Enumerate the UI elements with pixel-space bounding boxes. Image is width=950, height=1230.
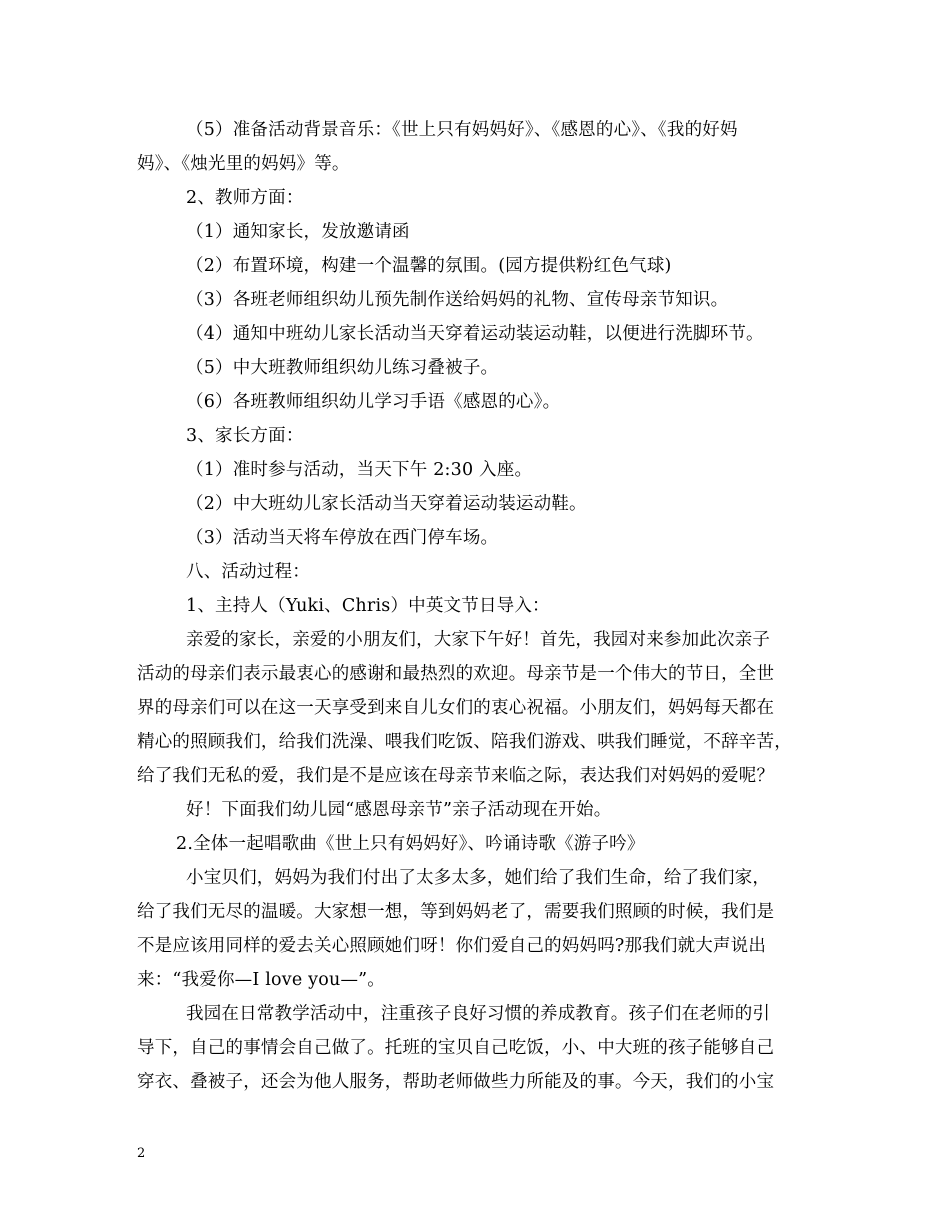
text-line: 精心的照顾我们，给我们洗澡、喂我们吃饭、陪我们游戏、哄我们睡觉，不辞辛苦，: [137, 732, 792, 752]
text-line: （5）准备活动背景音乐：《世上只有妈妈好》、《感恩的心》、《我的好妈: [186, 120, 738, 140]
text-line: 小宝贝们，妈妈为我们付出了太多太多，她们给了我们生命，给了我们家，: [186, 868, 771, 888]
text-line: 3、家长方面：: [186, 426, 304, 446]
text-line: 活动的母亲们表示最衷心的感谢和最热烈的欢迎。母亲节是一个伟大的节日，全世: [137, 664, 775, 684]
text-line: 2、教师方面：: [186, 188, 304, 208]
text-line: （6）各班教师组织幼儿学习手语《感恩的心》。: [186, 392, 561, 412]
text-line: 给了我们无尽的温暖。大家想一想，等到妈妈老了，需要我们照顾的时候，我们是: [137, 902, 775, 922]
text-line: （4）通知中班幼儿家长活动当天穿着运动装运动鞋，以便进行洗脚环节。: [186, 324, 764, 344]
text-line: （3）各班老师组织幼儿预先制作送给妈妈的礼物、宣传母亲节知识。: [186, 290, 729, 310]
text-line: （2）中大班幼儿家长活动当天穿着运动装运动鞋。: [186, 494, 587, 514]
text-line: 导下，自己的事情会自己做了。托班的宝贝自己吃饭，小、中大班的孩子能够自己: [137, 1038, 775, 1058]
text-line: 好！下面我们幼儿园“感恩母亲节”亲子活动现在开始。: [186, 800, 612, 820]
page-number: 2: [137, 1146, 146, 1161]
text-line: （1）准时参与活动，当天下午 2:30 入座。: [186, 460, 533, 480]
text-line: 妈》、《烛光里的妈妈》等。: [137, 154, 350, 174]
text-line: 2.全体一起唱歌曲《世上只有妈妈好》、吟诵诗歌《游子吟》: [176, 834, 645, 854]
text-line: 给了我们无私的爱，我们是不是应该在母亲节来临之际，表达我们对妈妈的爱呢？: [137, 766, 775, 786]
text-line: （2）布置环境，构建一个温馨的氛围。(园方提供粉红色气球): [186, 256, 672, 276]
text-line: 我园在日常教学活动中，注重孩子良好习惯的养成教育。孩子们在老师的引: [186, 1004, 771, 1024]
text-line: 不是应该用同样的爱去关心照顾她们呀！你们爱自己的妈妈吗?那我们就大声说出: [137, 936, 767, 956]
text-line: （5）中大班教师组织幼儿练习叠被子。: [186, 358, 499, 378]
text-line: 来：“我爱你—I love you—”。: [137, 970, 385, 990]
text-line: （3）活动当天将车停放在西门停车场。: [186, 528, 499, 548]
text-line: 八、活动过程：: [186, 562, 310, 582]
text-line: 穿衣、叠被子，还会为他人服务，帮助老师做些力所能及的事。今天，我们的小宝: [137, 1072, 775, 1092]
text-line: 亲爱的家长，亲爱的小朋友们，大家下午好！首先，我园对来参加此次亲子: [186, 630, 771, 650]
text-line: 界的母亲们可以在这一天享受到来自儿女们的衷心祝福。小朋友们，妈妈每天都在: [137, 698, 775, 718]
text-line: （1）通知家长，发放邀请函: [186, 222, 410, 242]
text-line: 1、主持人（Yuki、Chris）中英文节日导入：: [186, 596, 550, 616]
